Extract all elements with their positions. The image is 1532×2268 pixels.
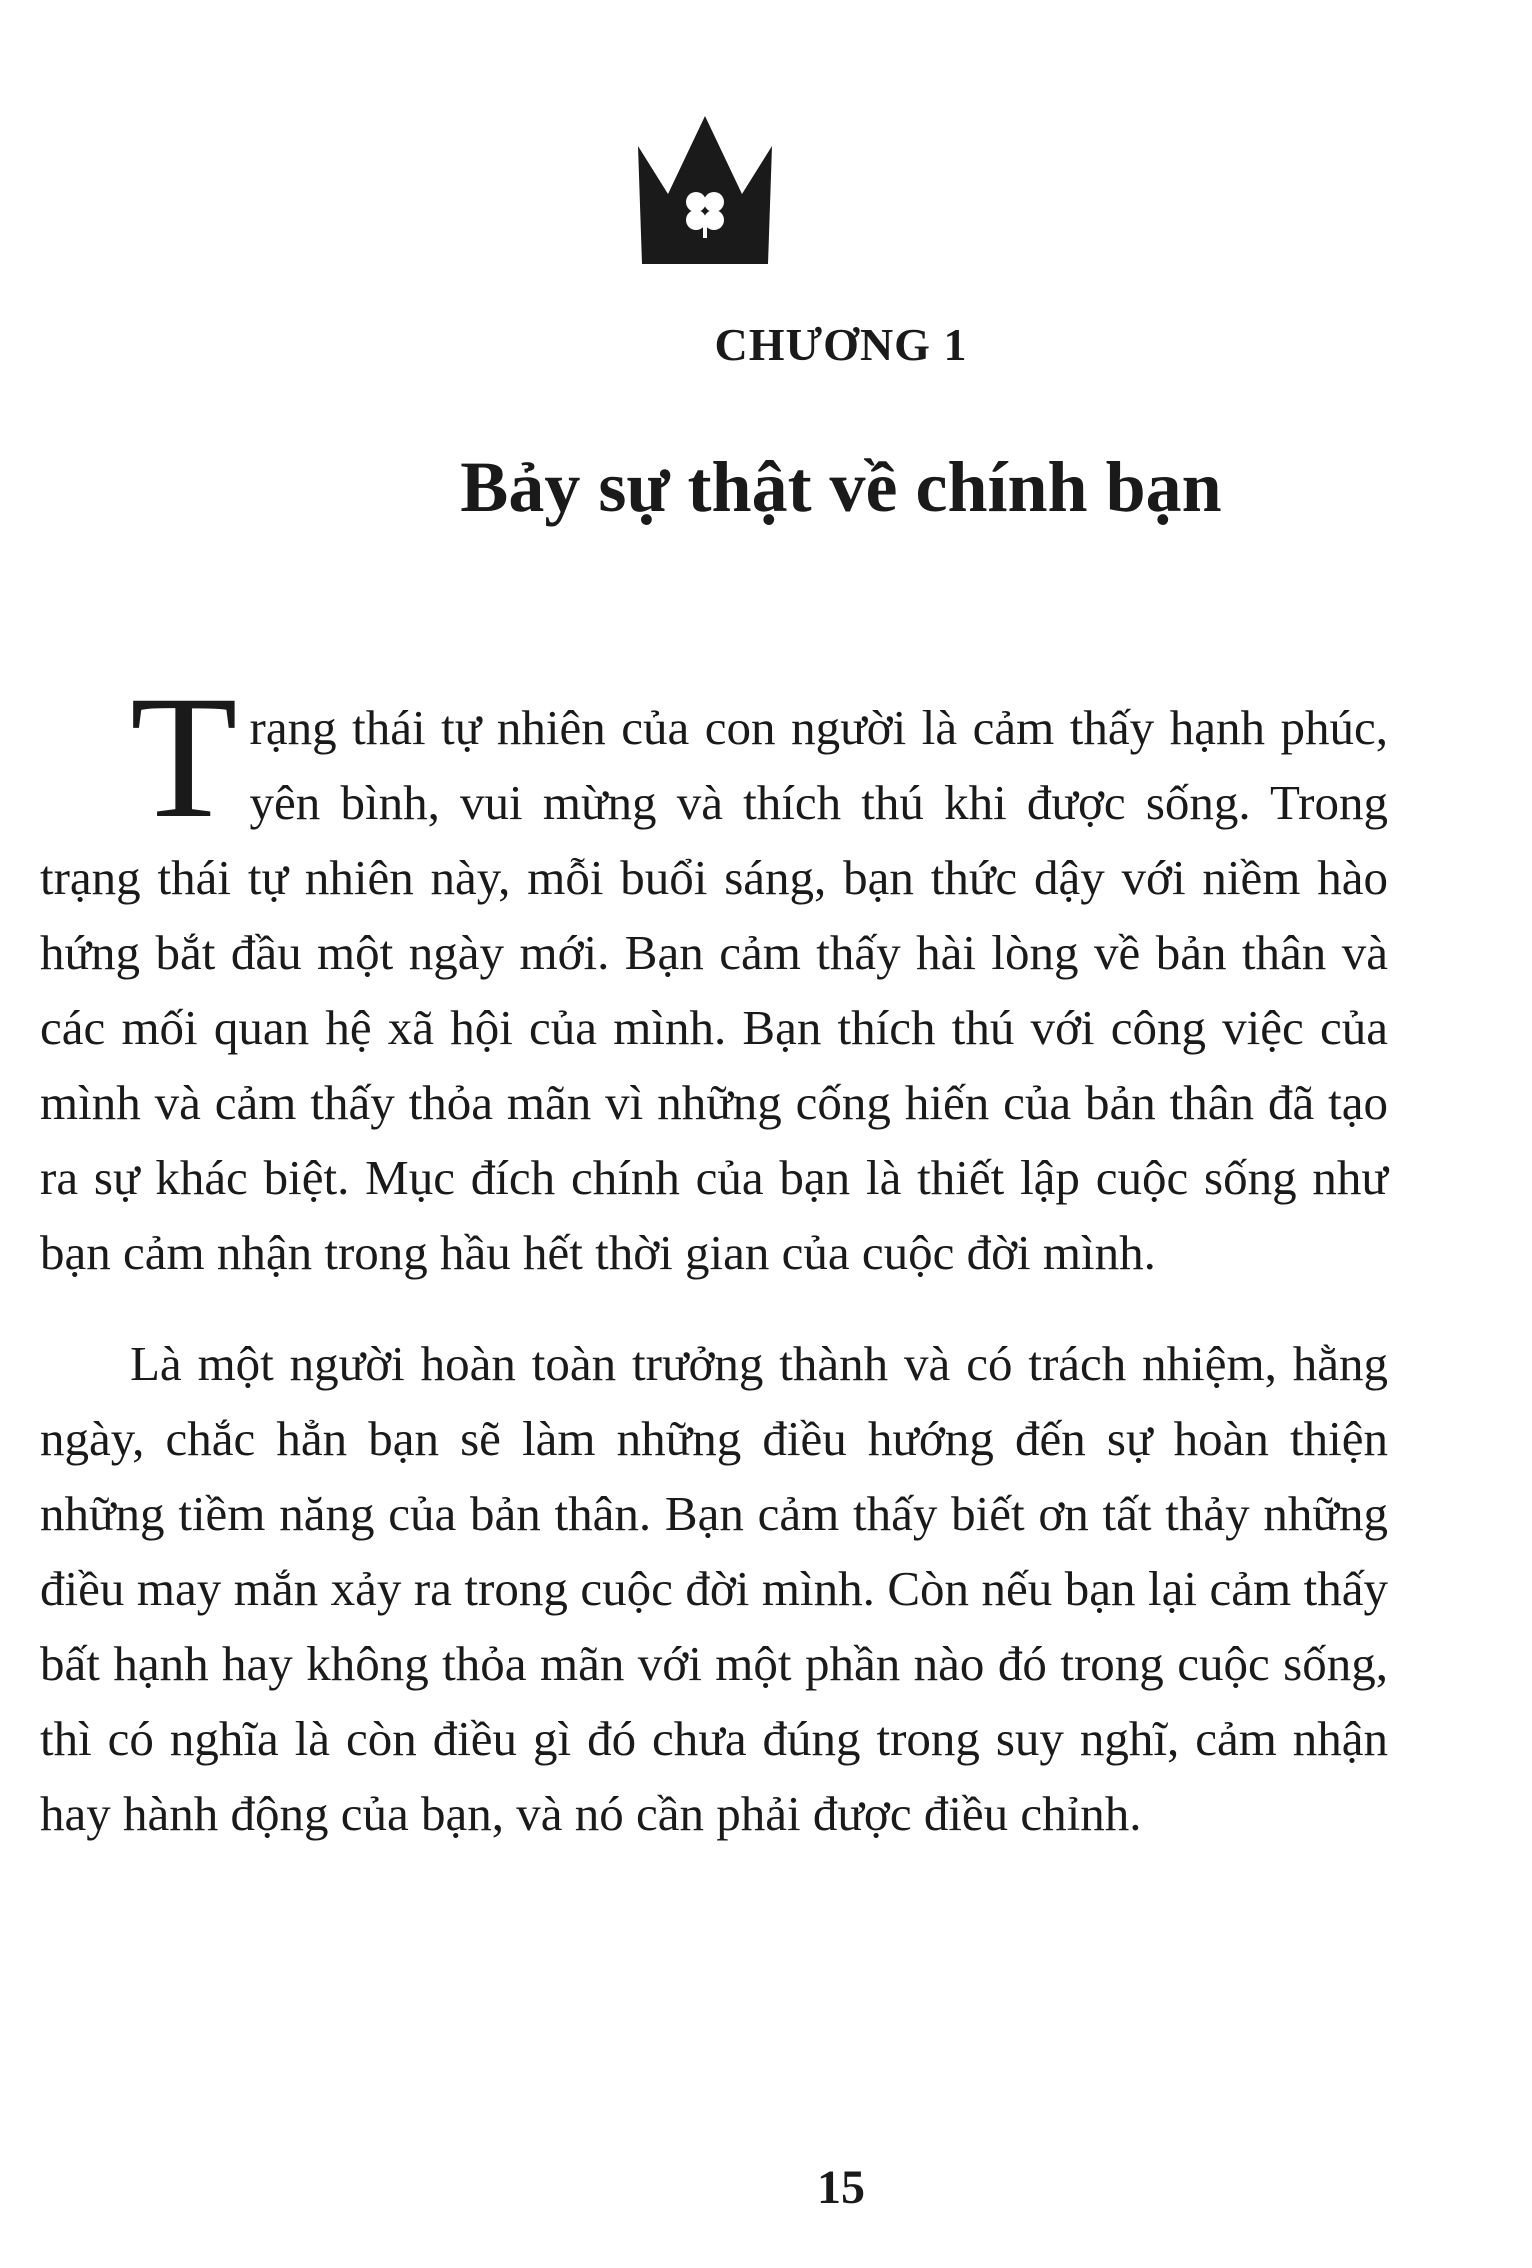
paragraph-1-text: rạng thái tự nhiên của con người là cảm thấy hạnh phúc, yên bình, vui mừng và thích thú khi được sống. Trong trạng thái tự nhiên này, mỗi buổi sáng, bạn thức dậy với niềm hào hứng bắt đầu một ngày mới. Bạn cảm thấy hài lòng về bản thân và các mối quan hệ xã hội của mình. Bạn thích thú với công việc của mình và cảm thấy thỏa mãn vì những cống hiến của bản thân đã tạo ra sự khác biệt. Mục đích chính của bạn là thiết lập cuộc sống như bạn cảm nhận trong hầu hết thời gian của cuộc đời mình. <box>40 700 1388 1280</box>
chapter-title: Bảy sự thật về chính bạn <box>460 447 1222 527</box>
body-text <box>40 660 1388 1851</box>
paragraph-2: Là một người hoàn toàn trưởng thành và có trách nhiệm, hằng ngày, chắc hẳn bạn sẽ làm những điều hướng đến sự hoàn thiện những tiềm năng của bản thân. Bạn cảm thấy biết ơn tất thảy những điều may mắn xảy ra trong cuộc đời mình. Còn nếu bạn lại cảm thấy bất hạnh hay không thỏa mãn với một phần nào đó trong cuộc sống, thì có nghĩa là còn điều gì đó chưa đúng trong suy nghĩ, cảm nhận hay hành động của bạn, và nó cần phải được điều chỉnh. <box>40 1336 1388 1841</box>
crown-clover-icon <box>638 116 772 264</box>
drop-cap: T <box>130 660 238 855</box>
page-number: 15 <box>817 2161 865 2214</box>
chapter-label: CHƯƠNG 1 <box>714 319 968 370</box>
paragraph-1 <box>40 660 1388 1290</box>
